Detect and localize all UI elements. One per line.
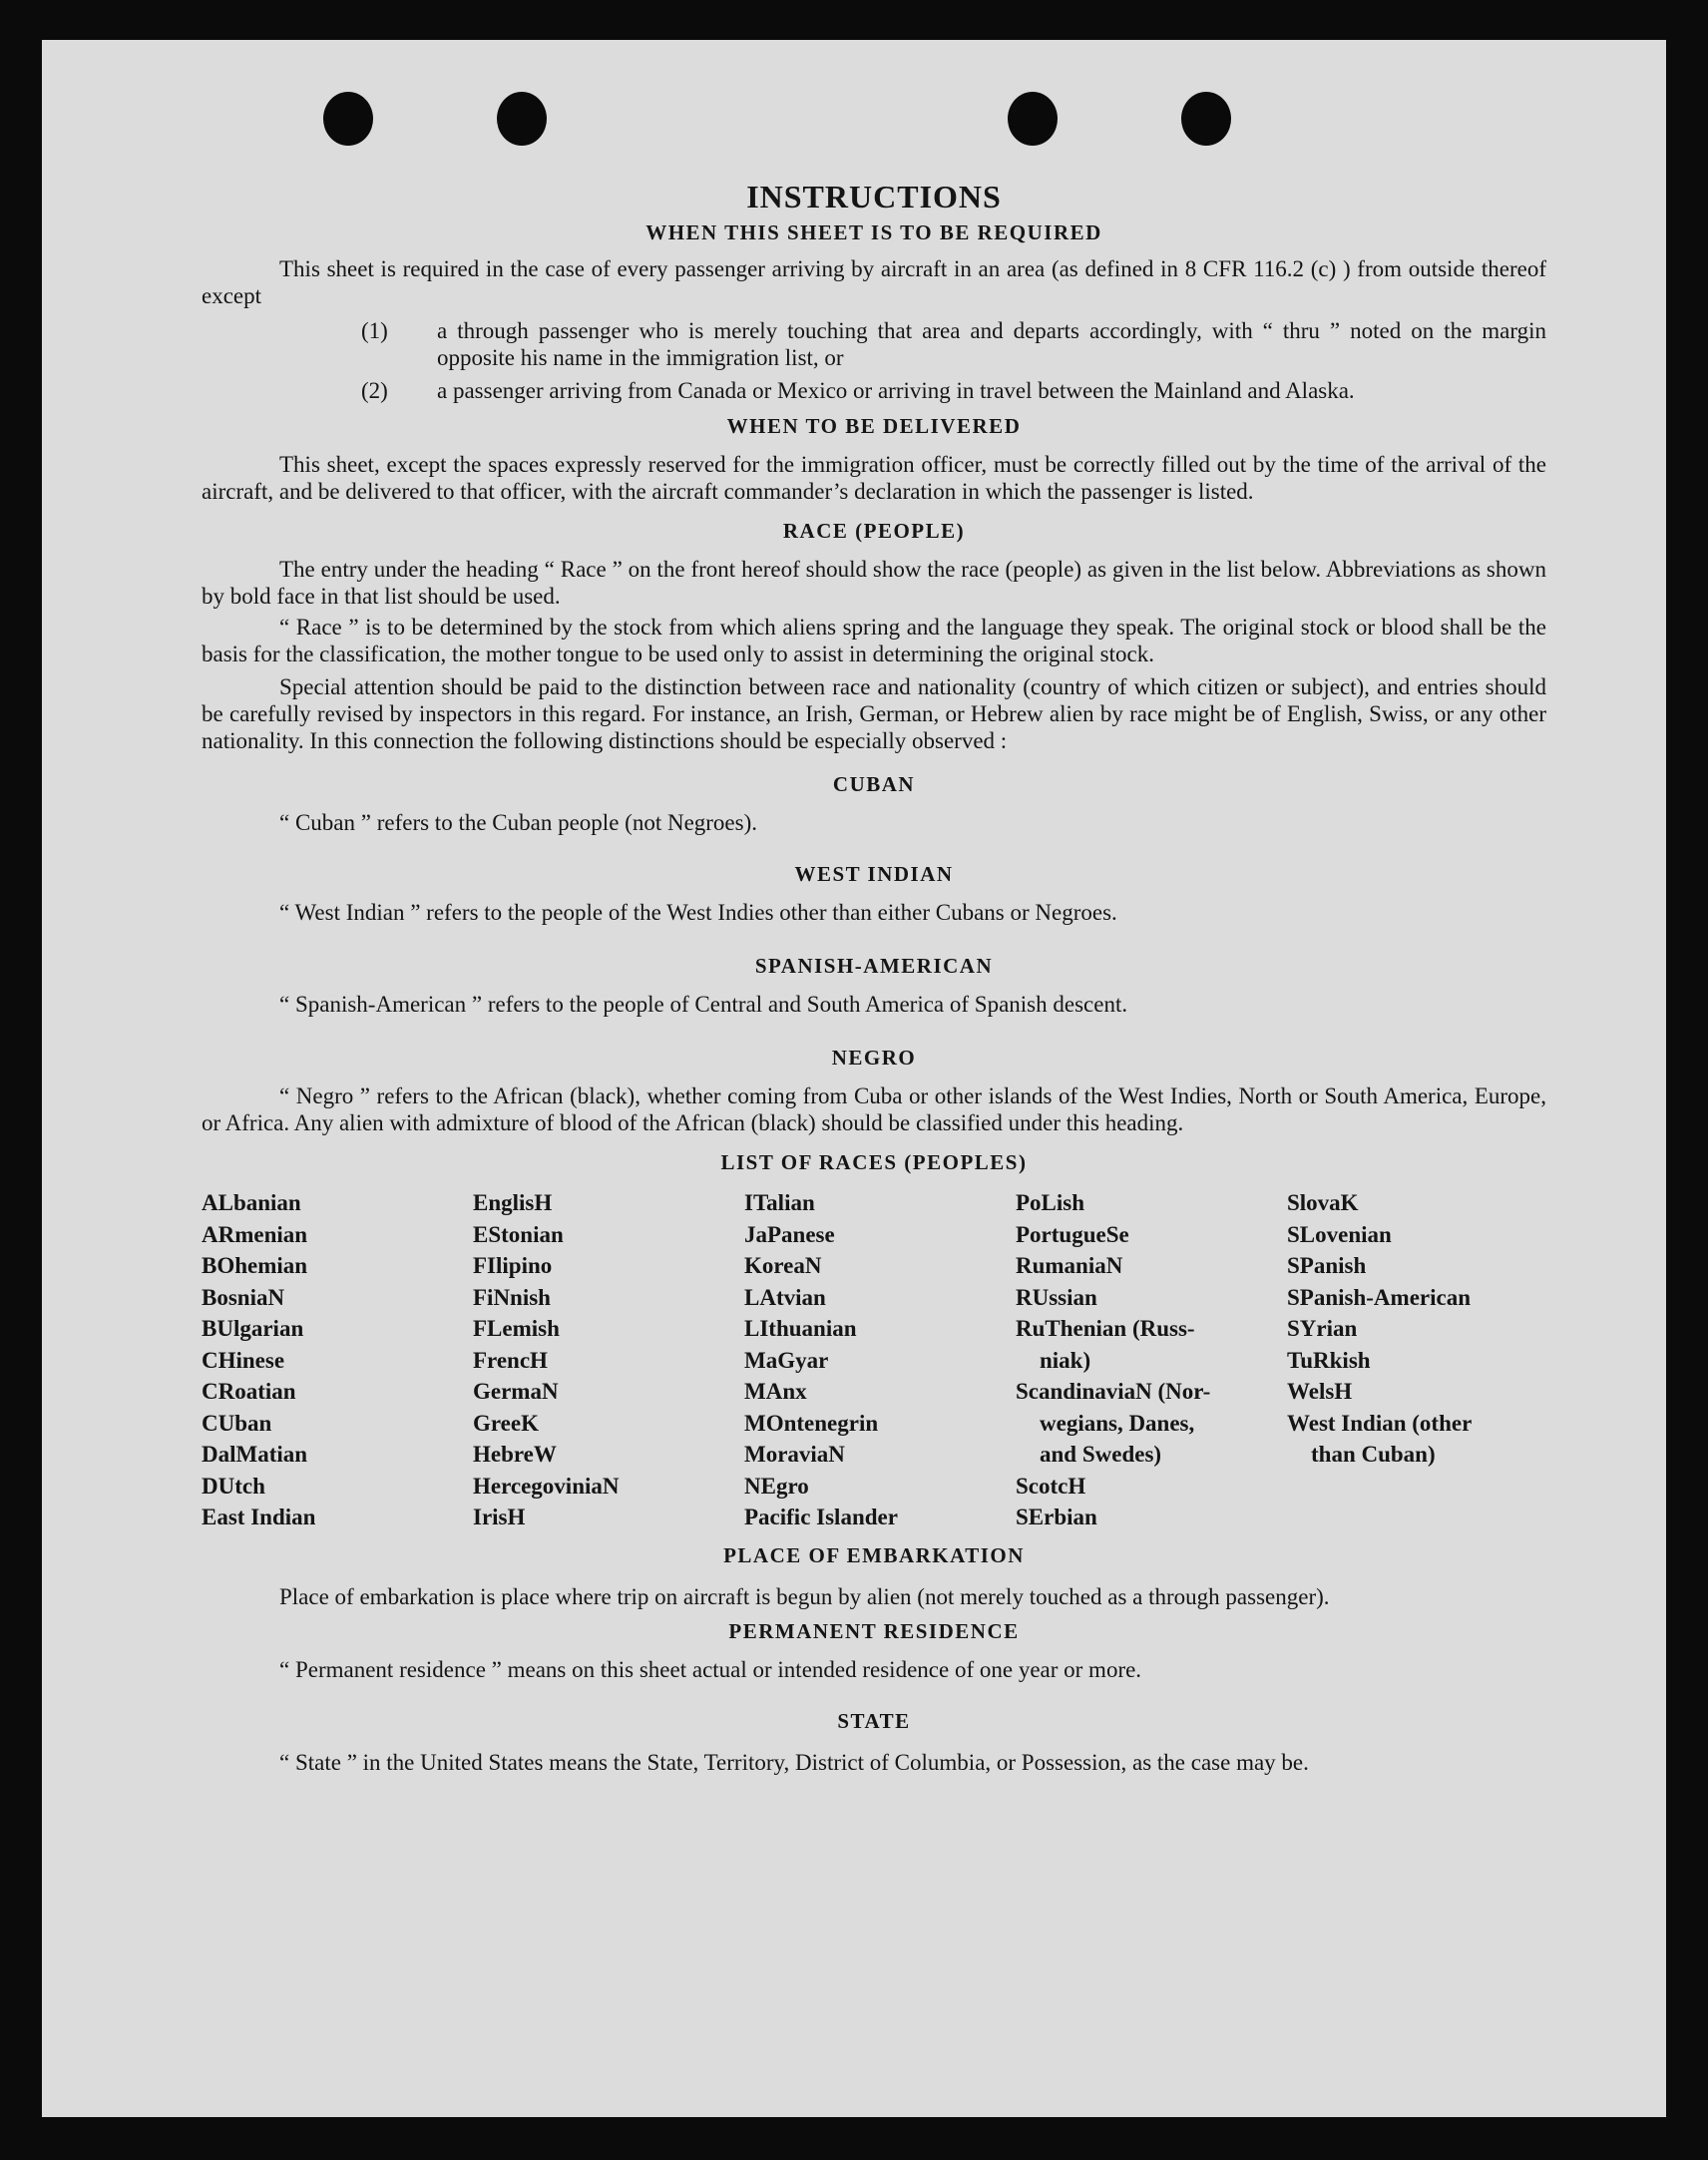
race-entry: WelsH bbox=[1287, 1379, 1353, 1404]
exception-item bbox=[202, 317, 1546, 371]
section-heading-residence: PERMANENT RESIDENCE bbox=[728, 1618, 1020, 1643]
race-entry: CHinese bbox=[202, 1347, 285, 1373]
race-paragraph: “ Race ” is to be determined by the stock from which aliens spring and the language they speak. The original stock or blood shall be the basis for the classification, the mother tongue to be used only to assist in determining the original stock. bbox=[202, 615, 1546, 666]
race-entry: IrisH bbox=[473, 1505, 526, 1529]
race-paragraph: Special attention should be paid to the distinction between race and nationality (country of which citizen or subject), and entries should be carefully revised by inspectors in this regard. For instance, an Irish, German, or Hebrew alien by race might be of English, Swiss, or any other nationality. In this connection the following distinctions should be especially observed : bbox=[202, 674, 1546, 753]
race-entry: BUlgarian bbox=[202, 1316, 304, 1341]
document-body bbox=[202, 175, 1546, 1779]
race-entry: RUssian bbox=[1016, 1284, 1097, 1310]
race-entry: CRoatian bbox=[202, 1379, 296, 1404]
race-entry: MoraviaN bbox=[744, 1442, 845, 1467]
race-entry: HercegoviniaN bbox=[473, 1473, 620, 1499]
embarkation-text: Place of embarkation is place where trip on aircraft is begun by alien (not merely touched as a through passenger). bbox=[279, 1583, 1330, 1609]
exception-item bbox=[202, 377, 1546, 404]
race-entry-continued: than Cuban) bbox=[1311, 1442, 1436, 1467]
race-entry: West Indian (other bbox=[1287, 1410, 1473, 1436]
race-entry: PortugueSe bbox=[1016, 1221, 1129, 1247]
race-entry: LAtvian bbox=[744, 1284, 826, 1310]
section-heading-spanish-american: SPANISH-AMERICAN bbox=[754, 954, 994, 978]
delivered-text: This sheet, except the spaces expressly reserved for the immigration officer, must be correctly filled out by the time of the arrival of the aircraft, and be delivered to that officer, with the aircraft commander’s declaration in which the passenger is listed. bbox=[202, 452, 1546, 504]
race-column bbox=[1016, 1187, 1287, 1533]
page-title: INSTRUCTIONS bbox=[746, 179, 1002, 215]
race-column bbox=[744, 1187, 1016, 1533]
race-entry: HebreW bbox=[473, 1442, 557, 1467]
section-heading-west-indian: WEST INDIAN bbox=[794, 862, 954, 886]
section-heading-negro: NEGRO bbox=[831, 1046, 917, 1070]
section-heading-race: RACE (PEOPLE) bbox=[782, 519, 966, 543]
item-number: (2) bbox=[361, 378, 388, 403]
race-entry: FrencH bbox=[473, 1347, 548, 1373]
section-heading-state: STATE bbox=[837, 1708, 911, 1733]
state-text: “ State ” in the United States means the State, Territory, District of Columbia, or Possession, as the case may be. bbox=[279, 1749, 1309, 1775]
race-entry: PoLish bbox=[1016, 1190, 1085, 1215]
item-number: (1) bbox=[361, 318, 388, 343]
race-entry: ITalian bbox=[744, 1190, 815, 1215]
race-entry: BOhemian bbox=[202, 1253, 308, 1278]
cuban-text: “ Cuban ” refers to the Cuban people (not Negroes). bbox=[279, 810, 758, 835]
section-heading-cuban: CUBAN bbox=[832, 772, 916, 796]
race-entry: GermaN bbox=[473, 1379, 559, 1404]
race-paragraph: The entry under the heading “ Race ” on the front hereof should show the race (people) as given in the list below. Abbreviations as shown by bold face in that list should be used. bbox=[202, 557, 1546, 609]
race-entry: East Indian bbox=[202, 1505, 316, 1529]
race-entry: NEgro bbox=[744, 1473, 809, 1499]
spanish-american-text: “ Spanish-American ” refers to the people of Central and South America of Spanish descent. bbox=[279, 992, 1128, 1017]
item-text: a through passenger who is merely touching that area and departs accordingly, with “ thru ” noted on the margin opposite his name in the immigration list, or bbox=[437, 318, 1546, 370]
race-entry: EnglisH bbox=[473, 1190, 553, 1215]
race-entry: DUtch bbox=[202, 1473, 265, 1499]
section-heading-delivered: WHEN TO BE DELIVERED bbox=[726, 414, 1022, 438]
race-entry: JaPanese bbox=[744, 1221, 835, 1247]
race-entry: CUban bbox=[202, 1410, 272, 1436]
race-entry: SLovenian bbox=[1287, 1221, 1392, 1247]
race-entry: GreeK bbox=[473, 1410, 539, 1436]
race-column bbox=[202, 1187, 473, 1533]
race-entry: ScotcH bbox=[1016, 1473, 1086, 1499]
residence-text: “ Permanent residence ” means on this sheet actual or intended residence of one year or more. bbox=[279, 1656, 1142, 1682]
race-entry: RumaniaN bbox=[1016, 1253, 1123, 1278]
race-entry: SErbian bbox=[1016, 1505, 1097, 1529]
required-intro: This sheet is required in the case of every passenger arriving by aircraft in an area (as defined in 8 CFR 116.2 (c) ) from outside thereof except bbox=[202, 256, 1546, 308]
item-text: a passenger arriving from Canada or Mexico or arriving in travel between the Mainland and Alaska. bbox=[437, 378, 1355, 403]
race-entry: KoreaN bbox=[744, 1253, 822, 1278]
race-entry: SPanish bbox=[1287, 1253, 1367, 1278]
race-entry: EStonian bbox=[473, 1221, 564, 1247]
section-heading-embarkation: PLACE OF EMBARKATION bbox=[723, 1542, 1025, 1567]
race-column bbox=[473, 1187, 744, 1533]
punch-hole bbox=[323, 92, 373, 146]
race-entry: MAnx bbox=[744, 1379, 807, 1404]
race-entry: BosniaN bbox=[202, 1284, 285, 1310]
race-entry: FLemish bbox=[473, 1316, 560, 1341]
race-entry-continued: wegians, Danes, bbox=[1040, 1410, 1195, 1436]
race-entry: RuThenian (Russ- bbox=[1016, 1316, 1195, 1341]
section-heading-list: LIST OF RACES (PEOPLES) bbox=[720, 1150, 1028, 1174]
race-entry: Pacific Islander bbox=[744, 1505, 898, 1529]
section-heading-required: WHEN THIS SHEET IS TO BE REQUIRED bbox=[645, 220, 1102, 244]
race-entry: DalMatian bbox=[202, 1442, 308, 1467]
punch-hole bbox=[1008, 92, 1058, 146]
punch-hole bbox=[1181, 92, 1231, 146]
race-entry: FiNnish bbox=[473, 1284, 551, 1310]
race-entry: SlovaK bbox=[1287, 1190, 1359, 1215]
race-entry: MOntenegrin bbox=[744, 1410, 879, 1436]
race-column bbox=[1287, 1187, 1546, 1533]
race-entry: SYrian bbox=[1287, 1316, 1358, 1341]
west-indian-text: “ West Indian ” refers to the people of the West Indies other than either Cubans or Negroes. bbox=[279, 900, 1117, 925]
race-entry: ARmenian bbox=[202, 1221, 308, 1247]
race-entry-continued: and Swedes) bbox=[1040, 1442, 1162, 1467]
document-page bbox=[42, 40, 1666, 2117]
race-entry: MaGyar bbox=[744, 1347, 829, 1373]
punch-hole bbox=[497, 92, 547, 146]
race-entry: ALbanian bbox=[202, 1190, 301, 1215]
race-list bbox=[202, 1187, 1546, 1533]
race-entry: LIthuanian bbox=[744, 1316, 857, 1341]
race-entry: ScandinaviaN (Nor- bbox=[1016, 1379, 1211, 1404]
race-entry: TuRkish bbox=[1287, 1347, 1371, 1373]
race-entry: FIlipino bbox=[473, 1253, 553, 1278]
race-entry: SPanish-American bbox=[1287, 1284, 1471, 1310]
race-entry-continued: niak) bbox=[1040, 1347, 1091, 1373]
negro-text: “ Negro ” refers to the African (black), whether coming from Cuba or other islands of the West Indies, North or South America, Europe, or Africa. Any alien with admixture of blood of the African (black) should be classified under this heading. bbox=[202, 1083, 1546, 1135]
